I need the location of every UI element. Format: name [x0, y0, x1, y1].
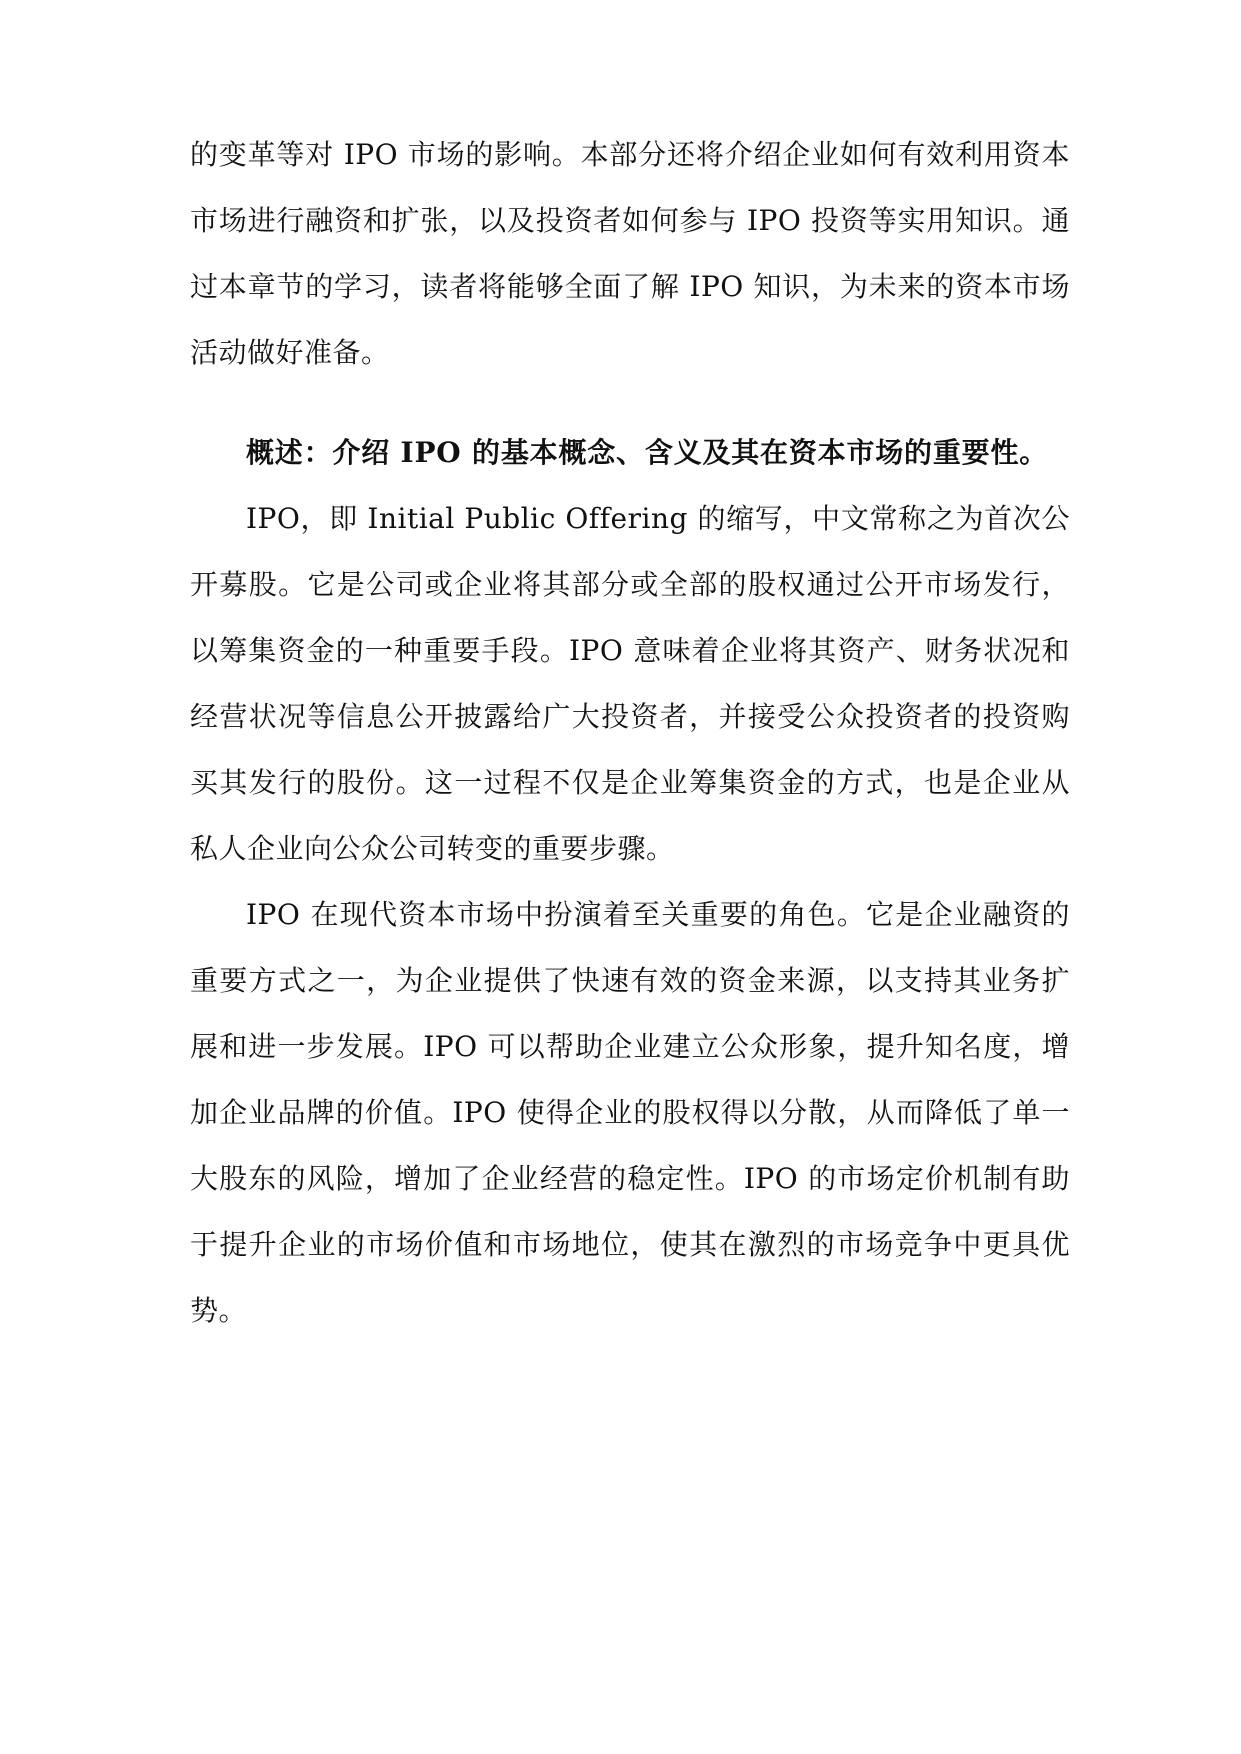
paragraph-2-line-6: 私人企业向公众公司转变的重要步骤。 — [190, 832, 675, 865]
paragraph-2-line-2: 开募股。它是公司或企业将其部分或全部的股权通过公开市场发行， — [190, 568, 1070, 601]
paragraph-3-line-7: 势。 — [190, 1294, 248, 1327]
paragraph-3-line-1: IPO 在现代资本市场中扮演着至关重要的角色。它是企业融资的 — [246, 898, 1070, 931]
paragraph-1-line-3: 过本章节的学习，读者将能够全面了解 IPO 知识，为未来的资本市场 — [190, 270, 1070, 303]
section-heading: 概述：介绍 IPO 的基本概念、含义及其在资本市场的重要性。 — [246, 436, 1049, 469]
paragraph-1-line-4: 活动做好准备。 — [190, 336, 390, 369]
paragraph-2-line-4: 经营状况等信息公开披露给广大投资者，并接受公众投资者的投资购 — [190, 700, 1070, 733]
paragraph-3-line-3: 展和进一步发展。IPO 可以帮助企业建立公众形象，提升知名度，增 — [190, 1030, 1070, 1063]
paragraph-3-line-5: 大股东的风险，增加了企业经营的稳定性。IPO 的市场定价机制有助 — [190, 1162, 1070, 1195]
paragraph-1-line-1: 的变革等对 IPO 市场的影响。本部分还将介绍企业如何有效利用资本 — [190, 138, 1070, 171]
paragraph-2-line-5: 买其发行的股份。这一过程不仅是企业筹集资金的方式，也是企业从 — [190, 766, 1070, 799]
paragraph-3-line-6: 于提升企业的市场价值和市场地位，使其在激烈的市场竞争中更具优 — [190, 1228, 1070, 1261]
paragraph-3-line-4: 加企业品牌的价值。IPO 使得企业的股权得以分散，从而降低了单一 — [190, 1096, 1070, 1129]
paragraph-2-line-1: IPO，即 Initial Public Offering 的缩写，中文常称之为首次公 — [246, 502, 1070, 535]
paragraph-1-line-2: 市场进行融资和扩张，以及投资者如何参与 IPO 投资等实用知识。通 — [190, 204, 1070, 237]
paragraph-3-line-2: 重要方式之一，为企业提供了快速有效的资金来源，以支持其业务扩 — [190, 964, 1070, 997]
paragraph-2-line-3: 以筹集资金的一种重要手段。IPO 意味着企业将其资产、财务状况和 — [190, 634, 1070, 667]
